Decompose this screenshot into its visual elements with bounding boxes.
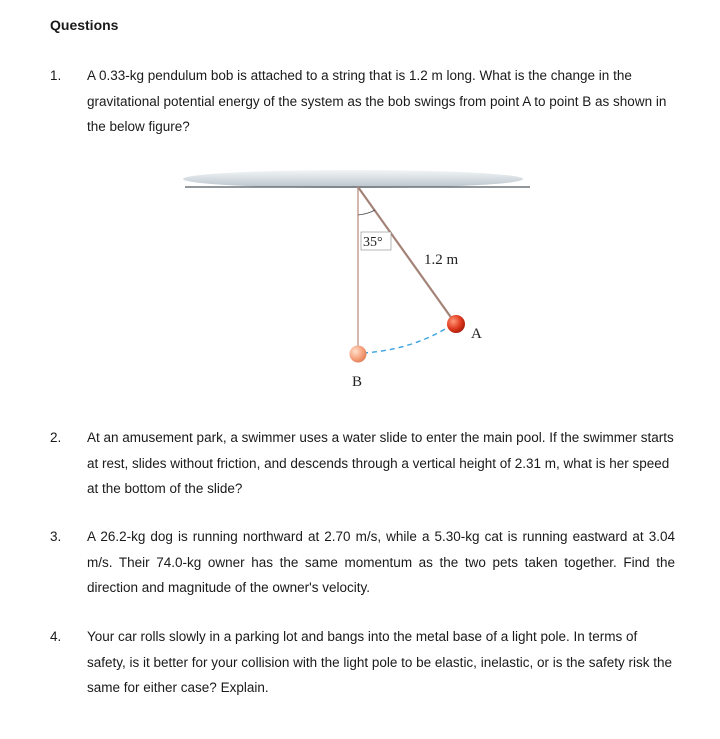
- question-text: At an amusement park, a swimmer uses a water slide to enter the main pool. If the swimmer starts at rest, slides without friction, and descends through a vertical height of 2.31 m, what is her speed at the bottom of the slide?: [87, 430, 674, 496]
- point-a-label: A: [471, 326, 482, 342]
- point-b-label: B: [352, 374, 363, 390]
- pendulum-figure: [180, 168, 540, 398]
- bob-b: [350, 346, 367, 363]
- angle-arc: [358, 210, 375, 215]
- question-1: [50, 63, 675, 140]
- ceiling-support: [183, 170, 523, 188]
- length-label: 1.2 m: [424, 252, 459, 268]
- swing-path: [363, 326, 450, 353]
- question-3: [50, 524, 675, 601]
- question-text: A 26.2-kg dog is running northward at 2.70 m/s, while a 5.30-kg cat is running eastward at 3.04 m/s. Their 74.0-kg owner has the same momentum as the two pets taken together. Find the direction and magnitude of the owner's velocity.: [87, 529, 675, 595]
- pendulum-diagram: [180, 168, 540, 398]
- question-text: A 0.33-kg pendulum bob is attached to a string that is 1.2 m long. What is the change in the gravitational potential energy of the system as the bob swings from point A to point B as shown in the below figure?: [87, 68, 667, 134]
- question-number: 1.: [50, 68, 62, 83]
- question-number: 4.: [50, 629, 62, 644]
- question-4: [50, 624, 675, 701]
- question-2: [50, 425, 675, 502]
- bob-a: [447, 315, 465, 333]
- page-heading: Questions: [50, 17, 119, 33]
- question-text: Your car rolls slowly in a parking lot and bangs into the metal base of a light pole. In terms of safety, is it better for your collision with the light pole to be elastic, inelastic, or is the safety risk the same for either case? Explain.: [87, 629, 673, 695]
- question-number: 3.: [50, 529, 62, 544]
- angle-label: 35°: [363, 235, 383, 250]
- question-number: 2.: [50, 430, 62, 445]
